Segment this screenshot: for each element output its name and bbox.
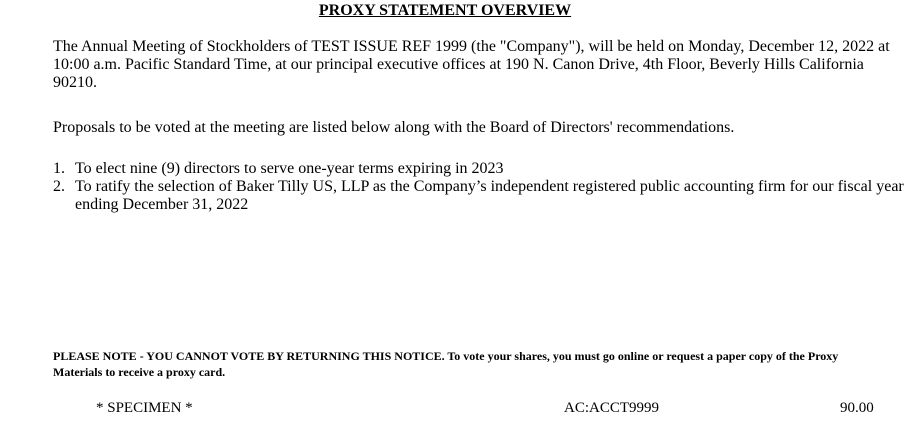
amount-value: 90.00 [840, 400, 874, 416]
proposal-number: 2. [53, 178, 65, 195]
meeting-intro-paragraph: The Annual Meeting of Stockholders of TEST ISSUE REF 1999 (the "Company"), will be held on Monday, December 12, 2022 at 10:00 a.m. Pacific Standard Time, at our principal executive offices at 190 N. Canon Drive, 4th Floor, Beverly Hills California 90210. [53, 38, 890, 91]
proposals-intro-paragraph: Proposals to be voted at the meeting are listed below along with the Board of Directors' recommendations. [53, 119, 735, 136]
proposal-text: To ratify the selection of Baker Tilly US, LLP as the Company’s independent registered public accounting firm for our fiscal year ending December 31, 2022 [75, 178, 904, 213]
proposal-number: 1. [53, 160, 65, 177]
proposals-list [53, 160, 908, 214]
proposal-item [53, 160, 908, 178]
proposal-text: To elect nine (9) directors to serve one-year terms expiring in 2023 [75, 160, 504, 177]
document-title: PROXY STATEMENT OVERVIEW [318, 2, 572, 19]
account-code: AC:ACCT9999 [564, 400, 660, 416]
specimen-label: * SPECIMEN * [96, 400, 193, 416]
proposal-item [53, 178, 908, 214]
please-note-notice: PLEASE NOTE - YOU CANNOT VOTE BY RETURNING THIS NOTICE. To vote your shares, you must go online or request a paper copy of the Proxy Materials to receive a proxy card. [53, 349, 839, 379]
